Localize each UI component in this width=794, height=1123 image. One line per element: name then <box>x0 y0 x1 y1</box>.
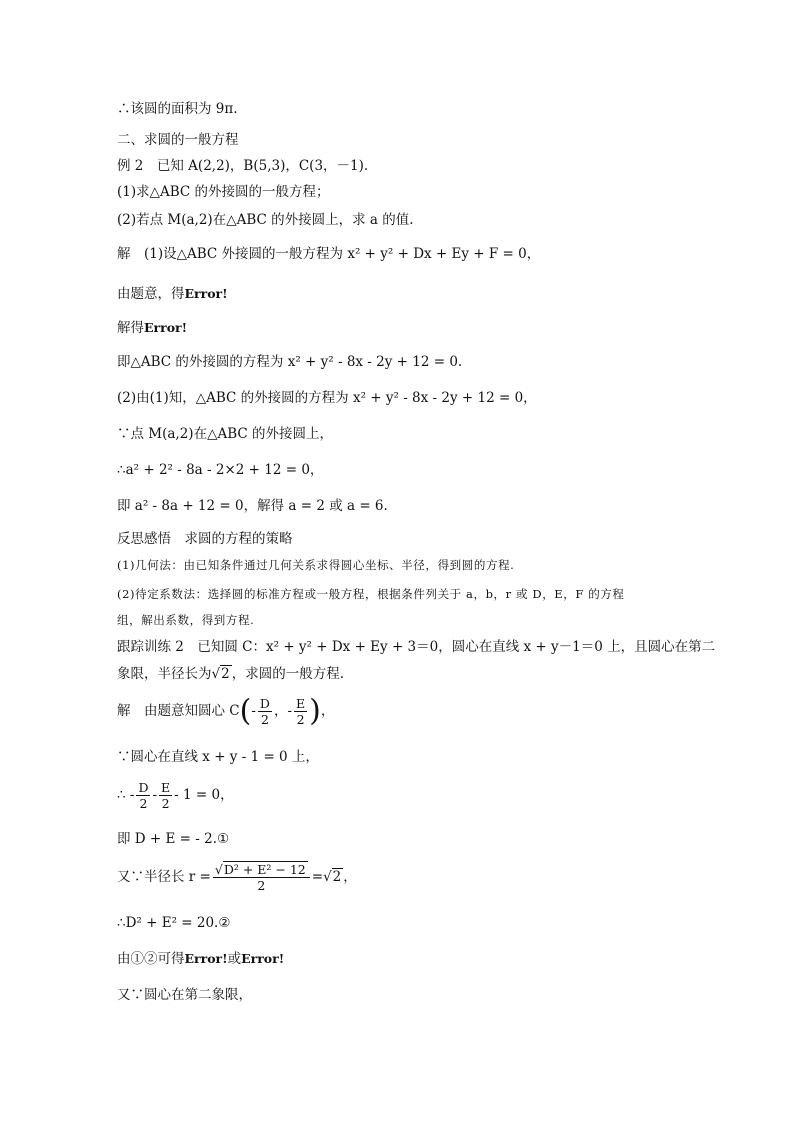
radicand: 2 <box>221 666 230 682</box>
solution-line-4: 即△ABC 的外接圆的方程为 x² + y² - 8x - 2y + 12 = 0. <box>117 354 463 370</box>
practice-solution-3 <box>117 780 234 811</box>
solution-text: 解 由题意知圆心 C <box>117 703 240 719</box>
comma: ， <box>273 703 288 719</box>
solution-line-2 <box>117 285 228 303</box>
practice-solution-6: ∴D² + E² = 20.② <box>117 915 231 931</box>
solution-text: 由题意，得 <box>117 286 185 302</box>
radicand: 2 <box>332 869 342 885</box>
minus-sign: - <box>287 703 292 719</box>
numerator: E <box>161 780 171 795</box>
area-conclusion: ∴该圆的面积为 9π. <box>117 101 238 117</box>
solution-text: 解得 <box>117 320 144 336</box>
sqrt-expression: √2 <box>323 869 342 885</box>
solution-text: 又∵半径长 r = <box>117 869 211 885</box>
radius-fraction <box>213 862 310 893</box>
reflection-item-1: (1)几何法：由已知条件通过几何关系求得圆心坐标、半径，得到圆的方程. <box>117 558 515 572</box>
question-2: (2)若点 M(a,2)在△ABC 的外接圆上，求 a 的值. <box>117 212 414 228</box>
solution-text: 由①②可得 <box>117 951 185 967</box>
reflection-item-2: (2)待定系数法：选择圆的标准方程或一般方程，根据条件列关于 a，b，r 或 D，E，F 的方程 <box>117 587 625 601</box>
error-field: Error! <box>184 951 228 966</box>
denominator: 2 <box>296 712 305 727</box>
practice-2-statement: 跟踪训练 2 已知圆 C：x² + y² + Dx + Ey + 3＝0，圆心在直线 x + y－1＝0 上，且圆心在第二 <box>117 639 716 655</box>
example-2-statement: 例 2 已知 A(2,2)，B(5,3)，C(3，－1). <box>117 158 369 174</box>
numerator: D <box>138 780 149 795</box>
practice-text: 象限，半径长为 <box>117 666 212 682</box>
practice-text: ，求圆的一般方程. <box>231 666 344 682</box>
solution-text: ， <box>320 703 335 719</box>
solution-line-5: (2)由(1)知，△ABC 的外接圆的方程为 x² + y² - 8x - 2y + 12 = 0， <box>117 390 537 406</box>
numerator: E <box>296 696 306 711</box>
numerator: D <box>259 696 270 711</box>
fraction-e-over-2 <box>159 780 172 811</box>
equals-sign: = <box>311 869 324 885</box>
question-1: (1)求△ABC 的外接圆的一般方程； <box>117 184 330 200</box>
solution-line-8: 即 a² - 8a + 12 = 0，解得 a = 2 或 a = 6. <box>117 498 388 514</box>
practice-solution-7 <box>117 950 284 968</box>
numerator <box>213 862 310 878</box>
right-paren: ) <box>309 693 321 729</box>
practice-solution-8: 又∵圆心在第二象限， <box>117 987 252 1003</box>
left-paren: ( <box>239 693 252 729</box>
solution-text: ∴ - <box>117 787 135 803</box>
practice-solution-2: ∵圆心在直线 x + y - 1 = 0 上， <box>117 749 319 765</box>
minus-sign: - <box>251 703 256 719</box>
denominator: 2 <box>139 796 148 811</box>
fraction-e-over-2 <box>294 696 307 727</box>
solution-line-3 <box>117 319 187 337</box>
error-field: Error! <box>241 951 285 966</box>
solution-text: ， <box>343 869 357 885</box>
radicand: D² + E² − 12 <box>223 862 306 877</box>
solution-text: - 1 = 0， <box>174 787 234 803</box>
denominator: 2 <box>161 796 170 811</box>
solution-line-6: ∵点 M(a,2)在△ABC 的外接圆上， <box>117 426 333 442</box>
fraction-d-over-2 <box>258 696 272 727</box>
solution-line-7: ∴a² + 2² - 8a - 2×2 + 12 = 0， <box>117 462 324 478</box>
reflection-heading: 反思感悟 求圆的方程的策略 <box>117 531 293 547</box>
denominator: 2 <box>257 878 266 893</box>
practice-solution-5 <box>117 862 357 893</box>
reflection-item-2-cont: 组，解出系数，得到方程. <box>117 613 255 627</box>
section-heading: 二、求圆的一般方程 <box>117 132 239 148</box>
sqrt-expression: √D² + E² − 12 <box>214 862 306 877</box>
practice-2-statement-cont <box>117 665 344 683</box>
error-field: Error! <box>184 286 228 301</box>
practice-solution-4: 即 D + E = - 2.① <box>117 831 230 847</box>
solution-line-1: 解 (1)设△ABC 外接圆的一般方程为 x² + y² + Dx + Ey + F = 0， <box>117 246 541 262</box>
denominator: 2 <box>260 712 269 727</box>
minus-sign: - <box>152 787 158 803</box>
sqrt-expression: √2 <box>211 666 230 682</box>
practice-solution-1 <box>117 693 335 729</box>
solution-text: 或 <box>227 951 242 967</box>
error-field: Error! <box>144 320 188 335</box>
fraction-d-over-2 <box>136 780 150 811</box>
